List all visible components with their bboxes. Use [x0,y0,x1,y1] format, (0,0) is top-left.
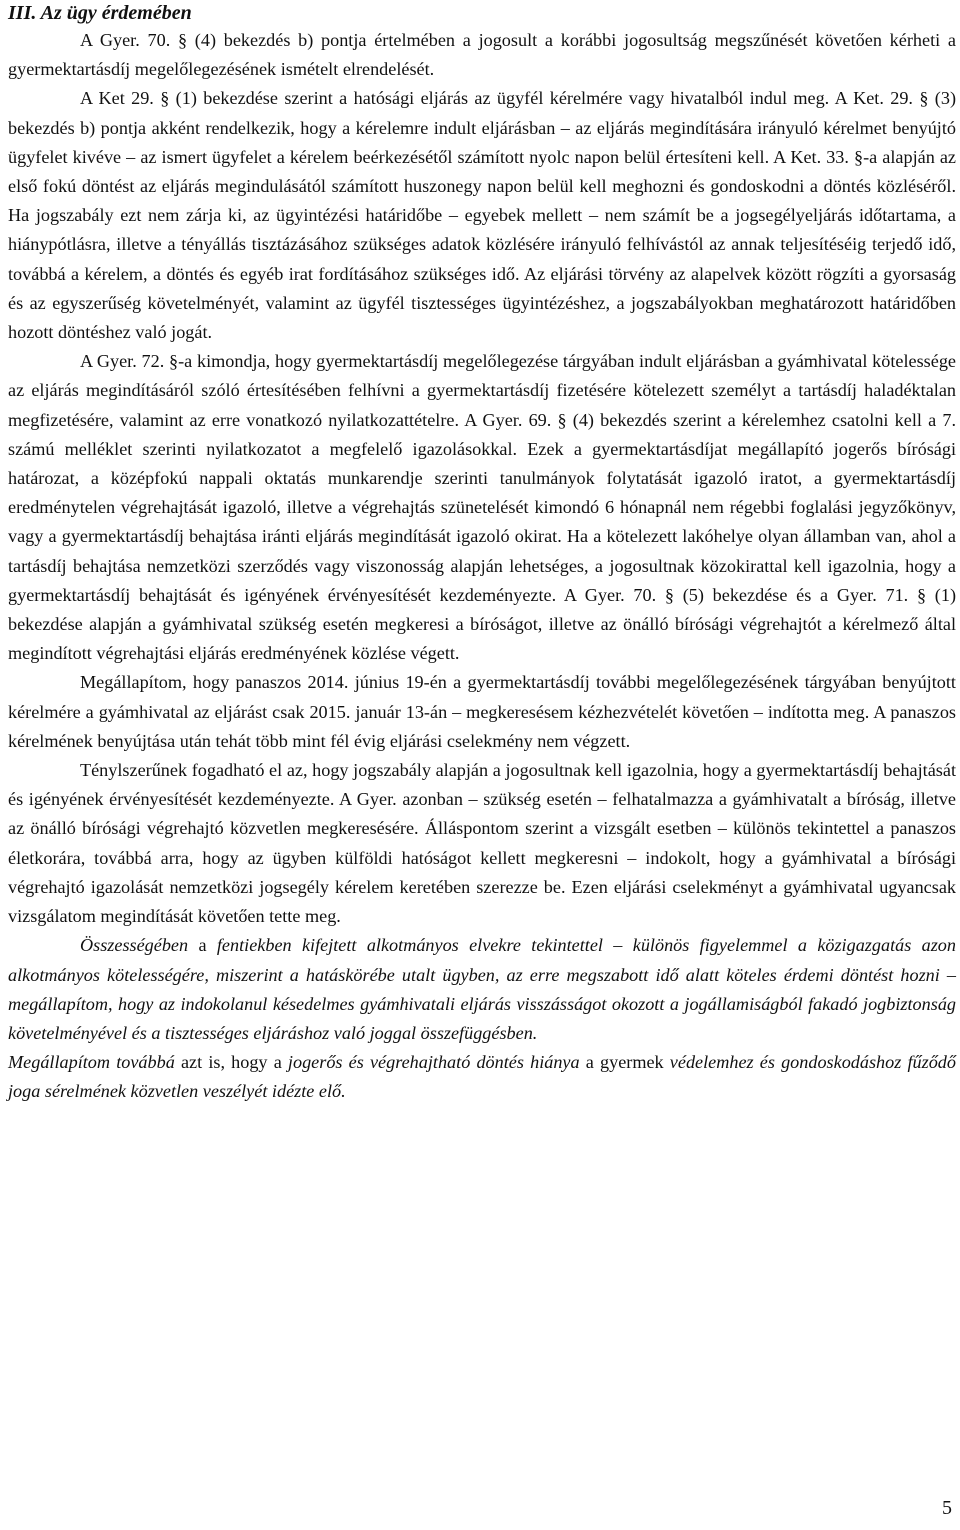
page-number: 5 [942,1497,952,1519]
finding-part-5: védelemhez és gondoskodáshoz fűződő joga sérelmének közvetlen veszélyét idézte elő. [8,1052,956,1102]
finding-part-2: azt is, hogy a [174,1052,288,1073]
conclusion-part-3: fentiekben kifejtett alkotmányos elvekre tekintettel – különös figyelemmel a közigazgatás azon alkotmányos kötelességére, miszerint a hatáskörébe utalt ügyben, az erre megszabott idő alatt köteles érdemi döntést hozni – megállapítom, hogy az indokolanul [8,935,956,1014]
finding-part-1: Megállapítom továbbá [8,1052,175,1073]
paragraph-ket-29: A Ket 29. § (1) bekezdése szerint a hatósági eljárás az ügyfél kérelmére vagy hivatalból indul meg. A Ket. 29. § (3) bekezdés b) pontja akként rendelkezik, hogy a kérelemre indult eljárásban – az eljárás megindítására irányuló kérelmet benyújtó ügyfelet kivéve – az ismert ügyfelet a kérelem beérkezésétől számított nyolc napon belül értesíteni kell. A Ket. 33. §-a alapján az első fokú döntést az eljárás megindulásától számított huszonegy napon belül kell meghozni és gondoskodni a döntés közléséről. Ha jogszabály ezt nem zárja ki, az ügyintézési határidőbe – egyebek mellett – nem számít be a jogsegélyeljárás időtartama, a hiánypótlásra, illetve a tényállás tisztázásához szükséges adatok közlésére irányuló felhívástól az annak teljesítéséig terjedő idő, továbbá a kérelem, a döntés és egyéb irat fordításához szükséges idő. Az eljárási törvény az alapelvek között rögzíti a gyorsaság és az egyszerűség követelményét, valamint az ügyfél tisztességes ügyintézéshez, a jogszabályokban meghatározott határidőben hozott döntéshez való jogát. [8,88,956,343]
document-body [8,26,956,1107]
paragraph-gyer-72: A Gyer. 72. §-a kimondja, hogy gyermektartásdíj megelőlegezése tárgyában indult eljárásban a gyámhivatal kötelessége az eljárás megindításáról szóló értesítésében felhívni a gyermektartásdíj fizetésére kötelezett személyt a tartásdíj haladéktalan megfizetésére, valamint az erre vonatkozó nyilatkozattételre. A Gyer. 69. § (4) bekezdés szerint a kérelemhez csatolni kell a 7. számú melléklet szerinti nyilatkozatot a megfelelő igazolásokkal. Ezek a gyermektartásdíjat megállapító jogerős bírósági határozat, a középfokú nappali oktatás munkarendje szerinti tanulmányok folytatását igazoló iratot, a gyermektartásdíj eredménytelen végrehajtását igazoló, illetve a végrehajtás szünetelését kimondó 6 hónapnál nem régebbi foglalási jegyzőkönyv, vagy a gyermektartásdíj behajtása iránti eljárás megindítását igazoló okirat. Ha a kötelezett lakóhelye olyan államban van, ahol a tartásdíj behajtása nemzetközi szerződés vagy viszonosság alapján lehetséges, a jogosultnak közokirattal kell igazolnia, hogy a gyermektartásdíj behajtását és igényének érvényesítését kezdeményezte. A Gyer. 70. § (5) bekezdése és a Gyer. 71. § (1) bekezdése alapján a gyámhivatal szükség esetén megkeresi a bíróságot, illetve az önálló bírósági végrehajtót a kérelmező által megindított végrehajtási eljárás eredményének közlése végett. [8,351,956,664]
section-heading: III. Az ügy érdemében [8,2,192,24]
conclusion-part-2: a [188,935,217,956]
paragraph-finding-delay: Megállapítom, hogy panaszos 2014. június 19-én a gyermektartásdíj további megelőlegezésének tárgyában benyújtott kérelmére a gyámhivatal az eljárást csak 2015. január 13-án – megkeresésem kézhezvételét követően – indította meg. A panaszos kérelmének benyújtása után tehát több mint fél évig eljárási cselekmény nem végzett. [8,672,956,751]
finding-part-3: jogerős és végrehajtható döntés hiánya [287,1052,580,1073]
finding-part-4: a gyermek [579,1052,670,1073]
conclusion-part-1: Összességében [80,935,189,956]
paragraph-assessment: Ténylszerűnek fogadható el az, hogy jogszabály alapján a jogosultnak kell igazolnia, hogy a gyermektartásdíj behajtását és igényének érvényesítését kezdeményezte. A Gyer. azonban – szükség esetén – felhatalmazza a gyámhivatalt a bíróság, illetve az önálló bírósági végrehajtó közvetlen megkeresésére. Álláspontom szerint a vizsgált esetben – különös tekintettel a panaszos életkorára, továbbá arra, hogy az ügyben külföldi hatóságot kellett megkeresni – indokolt, hogy a gyámhivatal a bírósági végrehajtó igazolását nemzetközi jogsegély kérelem keretében szerezze be. Ezen eljárási cselekményt a gyámhivatal ugyancsak vizsgálatom megindítását követően tette meg. [8,760,956,927]
paragraph-gyer-70: A Gyer. 70. § (4) bekezdés b) pontja értelmében a jogosult a korábbi jogosultság megszűnését követően kérheti a gyermektartásdíj megelőlegezésének ismételt elrendelését. [8,30,956,80]
paragraph-conclusion [8,931,956,1048]
paragraph-further-finding [8,1048,956,1106]
document-page [8,0,956,1107]
conclusion-part-4: késedelmes gyámhivatali eljárás visszásságot okozott a jogállamiságból fakadó jogbiztonság követelményével és a tisztességes eljáráshoz való joggal összefüggésben. [8,993,957,1043]
